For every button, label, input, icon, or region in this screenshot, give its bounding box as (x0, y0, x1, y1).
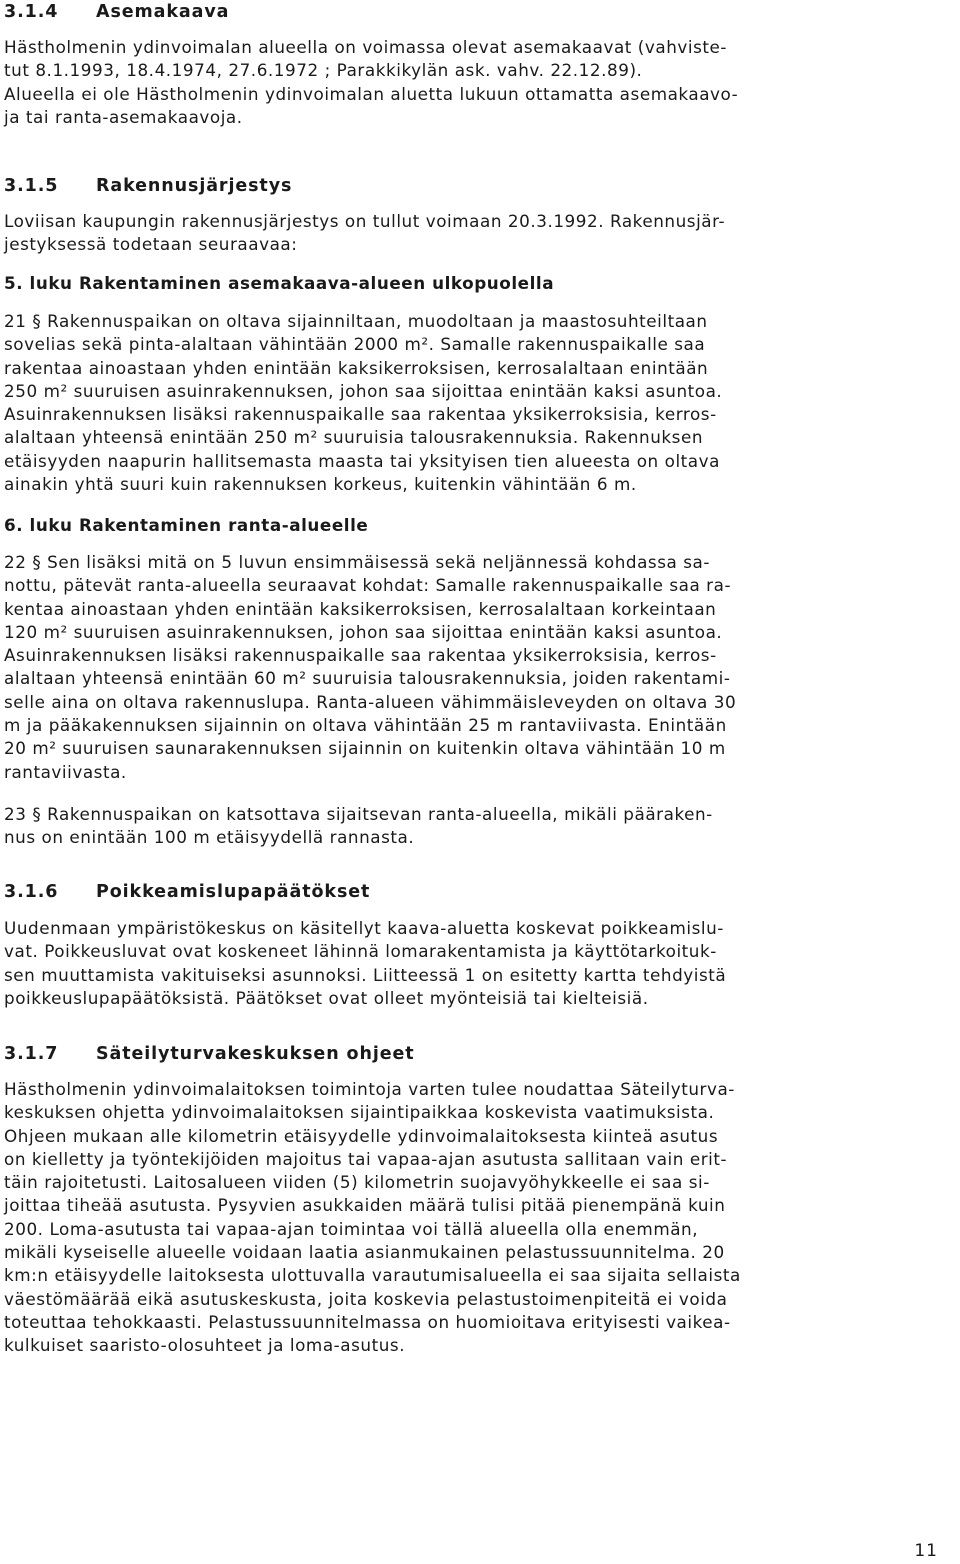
text-line: sovelias sekä pinta-alaltaan vähintään 2000 m². Samalle rakennuspaikalle saa (4, 334, 706, 355)
section-heading-3-1-5 (4, 175, 292, 197)
section-title: Asemakaava (96, 2, 230, 22)
text-line: Alueella ei ole Hästholmenin ydinvoimalan aluetta lukuun ottamatta asemakaavo- (4, 83, 739, 104)
chapter-5-heading: 5. luku Rakentaminen asemakaava-alueen ulkopuolella (4, 273, 555, 293)
text-line: toteuttaa tehokkaasti. Pelastussuunnitelmassa on huomioitava erityisesti vaikea- (4, 1311, 731, 1332)
section-heading-3-1-4 (4, 1, 229, 23)
text-line: Ohjeen mukaan alle kilometrin etäisyydelle ydinvoimalaitoksesta kiinteä asutus (4, 1125, 719, 1146)
text-line: nus on enintään 100 m etäisyydellä rannasta. (4, 827, 415, 848)
text-line: jestyksessä todetaan seuraavaa: (4, 234, 298, 255)
text-line: ainakin yhtä suuri kuin rakennuksen korkeus, kuitenkin vähintään 6 m. (4, 474, 637, 495)
text-line: poikkeuslupapäätöksistä. Päätökset ovat olleet myönteisiä tai kielteisiä. (4, 987, 649, 1008)
paragraph-asemakaava (4, 36, 805, 129)
text-line: kentaa ainoastaan yhden enintään kaksikerroksisen, kerrosalaltaan korkeintaan (4, 598, 717, 619)
text-line: 21 § Rakennuspaikan on oltava sijainniltaan, muodoltaan ja maastosuhteiltaan (4, 311, 708, 331)
section-number: 3.1.4 (4, 2, 59, 22)
text-line: on kielletty ja työntekijöiden majoitus tai vapaa-ajan asutusta sallitaan vain erit- (4, 1148, 728, 1169)
paragraph-22 (4, 551, 805, 784)
text-line: väestömäärää eikä asutuskeskusta, joita koskevia pelastustoimenpiteitä ei voida (4, 1288, 728, 1309)
text-line: 250 m² suuruisen asuinrakennuksen, johon saa sijoittaa enintään kaksi asuntoa. (4, 380, 723, 401)
text-line: m ja pääkakennuksen sijainnin on oltava vähintään 25 m rantaviivasta. Enintään (4, 715, 727, 736)
text-line: etäisyyden naapurin hallitsemasta maasta tai yksityisen tien alueesta on oltava (4, 450, 720, 471)
paragraph-23 (4, 803, 805, 850)
text-line: Hästholmenin ydinvoimalan alueella on voimassa olevat asemakaavat (vahviste- (4, 37, 727, 57)
section-title: Poikkeamislupapäätökset (96, 882, 371, 902)
text-line: mikäli kyseiselle alueelle voidaan laatia asianmukainen pelastussuunnitelma. 20 (4, 1242, 725, 1263)
paragraph-rakennusjarjestys-intro (4, 210, 805, 257)
text-line: 120 m² suuruisen asuinrakennuksen, johon saa sijoittaa enintään kaksi asuntoa. (4, 621, 723, 642)
text-line: tut 8.1.1993, 18.4.1974, 27.6.1972 ; Parakkikylän ask. vahv. 22.12.89). (4, 60, 643, 81)
text-line: Uudenmaan ympäristökeskus on käsitellyt kaava-aluetta koskevat poikkeamislu- (4, 918, 724, 938)
section-heading-3-1-7 (4, 1043, 415, 1065)
section-number: 3.1.7 (4, 1044, 59, 1064)
text-line: Hästholmenin ydinvoimalaitoksen toimintoja varten tulee noudattaa Säteilyturva- (4, 1079, 735, 1099)
text-line: rantaviivasta. (4, 761, 127, 782)
paragraph-21 (4, 310, 805, 496)
text-line: selle aina on oltava rakennuslupa. Ranta-alueen vähimmäisleveyden on oltava 30 (4, 691, 737, 712)
text-line: rakentaa ainoastaan yhden enintään kaksikerroksisen, kerrosalaltaan enintään (4, 357, 709, 378)
text-line: ja tai ranta-asemakaavoja. (4, 106, 243, 127)
text-line: 22 § Sen lisäksi mitä on 5 luvun ensimmäisessä sekä neljännessä kohdassa sa- (4, 552, 710, 572)
paragraph-poikkeamislupapaatokset (4, 917, 805, 1010)
chapter-6-heading: 6. luku Rakentaminen ranta-alueelle (4, 515, 369, 535)
text-line: 20 m² suuruisen saunarakennuksen sijainnin on kuitenkin oltava vähintään 10 m (4, 738, 726, 759)
section-number: 3.1.5 (4, 176, 59, 196)
text-line: keskuksen ohjetta ydinvoimalaitoksen sijaintipaikkaa koskevista vaatimuksista. (4, 1102, 715, 1123)
text-line: Loviisan kaupungin rakennusjärjestys on tullut voimaan 20.3.1992. Rakennusjär- (4, 211, 726, 231)
text-line: nottu, pätevät ranta-alueella seuraavat kohdat: Samalle rakennuspaikalle saa ra- (4, 575, 732, 596)
text-line: km:n etäisyydelle laitoksesta ulottuvalla varautumisalueella ei saa sijaita sellaista (4, 1265, 741, 1286)
text-line: kulkuiset saaristo-olosuhteet ja loma-asutus. (4, 1335, 406, 1356)
text-line: alaltaan yhteensä enintään 250 m² suuruisia talousrakennuksia. Rakennuksen (4, 427, 704, 448)
text-line: vat. Poikkeusluvat ovat koskeneet lähinnä lomarakentamista ja käyttötarkoituk- (4, 941, 717, 962)
paragraph-sateilyturvakeskus (4, 1078, 805, 1358)
section-number: 3.1.6 (4, 882, 59, 902)
text-line: joittaa tiheää asutusta. Pysyvien asukkaiden määrä tulisi pitää pienempänä kuin (4, 1195, 726, 1216)
text-line: Asuinrakennuksen lisäksi rakennuspaikalle saa rakentaa yksikerroksisia, kerros- (4, 645, 717, 666)
text-line: 23 § Rakennuspaikan on katsottava sijaitsevan ranta-alueella, mikäli pääraken- (4, 804, 713, 824)
text-line: alaltaan yhteensä enintään 60 m² suuruisia talousrakennuksia, joiden rakentami- (4, 668, 731, 689)
text-line: 200. Loma-asutusta tai vapaa-ajan toimintaa voi tällä alueella olla enemmän, (4, 1218, 699, 1239)
page-number: 11 (914, 1541, 938, 1561)
text-line: täin rajoitetusti. Laitosalueen viiden (5) kilometrin suojavyöhykkeelle ei saa si- (4, 1172, 710, 1193)
section-heading-3-1-6 (4, 881, 370, 903)
text-line: Asuinrakennuksen lisäksi rakennuspaikalle saa rakentaa yksikerroksisia, kerros- (4, 404, 717, 425)
section-title: Rakennusjärjestys (96, 176, 293, 196)
section-title: Säteilyturvakeskuksen ohjeet (96, 1044, 415, 1064)
text-line: sen muuttamista vakituiseksi asunnoksi. Liitteessä 1 on esitetty kartta tehdyistä (4, 964, 727, 985)
